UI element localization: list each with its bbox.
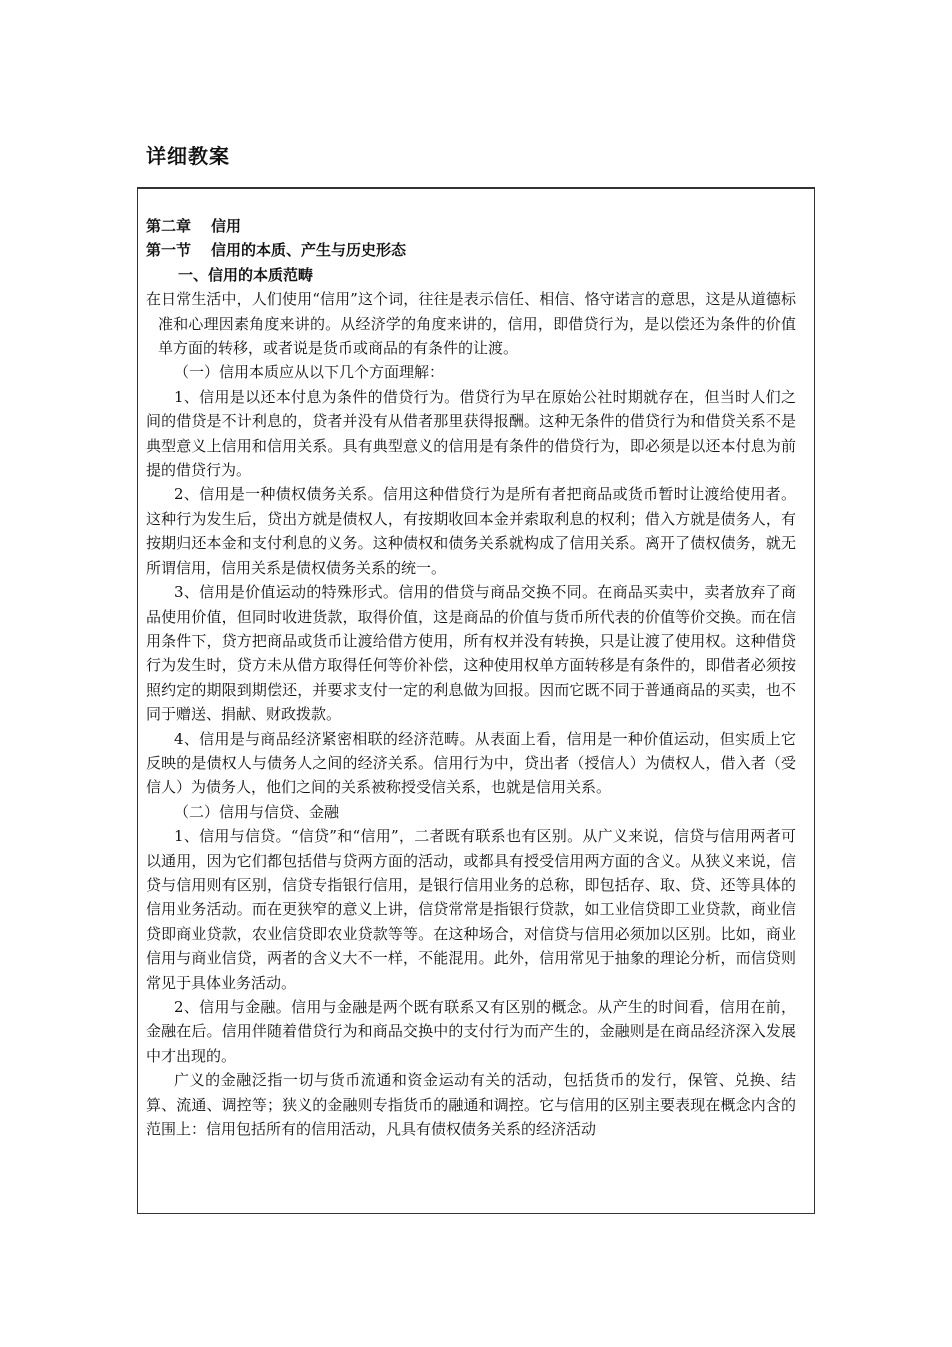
paragraph-subheading: （二）信用与信贷、金融 xyxy=(174,802,340,821)
lesson-plan-content xyxy=(146,214,796,1141)
paragraph-intro: 在日常生活中，人们使用“信用”这个词，往往是表示信任、相信、恪守诺言的意思，这是从道德标准和心理因素角度来讲的。从经济学的角度来讲的，信用，即借贷行为，是以偿还为条件的价值单方面的转移，或者说是货币或商品的有条件的让渡。 xyxy=(146,290,796,358)
paragraph: 1、信用与信贷。“信贷”和“信用”，二者既有联系也有区别。从广义来说，信贷与信用两者可以通用，因为它们都包括借与贷两方面的活动，或都具有授受信用两方面的含义。从狭义来说，信贷与信用则有区别，信贷专指银行信用，是银行信用业务的总称，即包括存、取、贷、还等具体的信用业务活动。而在更狭窄的意义上讲，信贷常常是指银行贷款，如工业信贷即工业贷款，商业信贷即商业贷款，农业信贷即农业贷款等等。在这种场合，对信贷与信用必须加以区别。比如，商业信用与商业信贷，两者的含义大不一样，不能混用。此外，信用常见于抽象的理论分析，而信贷则常见于具体业务活动。 xyxy=(146,827,796,992)
chapter-heading xyxy=(146,214,796,238)
subsection-heading: 一、信用的本质范畴 xyxy=(178,265,314,284)
paragraph: 2、信用是一种债权债务关系。信用这种借贷行为是所有者把商品或货币暂时让渡给使用者。这种行为发生后，贷出方就是债权人，有按期收回本金并索取利息的权利；借入方就是债务人，有按期归还本金和支付利息的义务。这种债权和债务关系就构成了信用关系。离开了债权债务，就无所谓信用，信用关系是债权债务关系的统一。 xyxy=(146,485,796,577)
chapter-number: 第二章 xyxy=(146,217,192,235)
paragraph-subheading: （一）信用本质应从以下几个方面理解： xyxy=(174,363,445,382)
section-name: 信用的本质、产生与历史形态 xyxy=(211,241,407,260)
paragraph: 1、信用是以还本付息为条件的借贷行为。借贷行为早在原始公社时期就存在，但当时人们之间的借贷是不计利息的，贷者并没有从借者那里获得报酬。这种无条件的借贷行为和借贷关系不是典型意义上信用和信用关系。具有典型意义的信用是有条件的借贷行为，即必须是以还本付息为前提的借贷行为。 xyxy=(146,387,796,480)
paragraph: 广义的金融泛指一切与货币流通和资金运动有关的活动，包括货币的发行，保管、兑换、结算、流通、调控等；狭义的金融则专指货币的融通和调控。它与信用的区别主要表现在概念内含的范围上：信用包括所有的信用活动，凡具有债权债务关系的经济活动 xyxy=(146,1071,796,1139)
section-heading xyxy=(146,238,796,262)
paragraph: 3、信用是价值运动的特殊形式。信用的借贷与商品交换不同。在商品买卖中，卖者放弃了商品使用价值，但同时收进货款，取得价值，这是商品的价值与货币所代表的价值等价交换。而在信用条件下，贷方把商品或货币让渡给借方使用，所有权并没有转换，只是让渡了使用权。这种借贷行为发生时，贷方未从借方取得任何等价补偿，这种使用权单方面转移是有条件的，即借者必须按照约定的期限到期偿还，并要求支付一定的利息做为回报。因而它既不同于普通商品的买卖，也不同于赠送、捐献、财政拨款。 xyxy=(146,583,796,724)
document-title: 详细教案 xyxy=(146,144,230,168)
paragraph: 4、信用是与商品经济紧密相联的经济范畴。从表面上看，信用是一种价值运动，但实质上它反映的是债权人与债务人之间的经济关系。信用行为中，贷出者（授信人）为债权人，借入者（受信人）为债务人，他们之间的关系被称授受信关系，也就是信用关系。 xyxy=(146,729,796,797)
paragraph: 2、信用与金融。信用与金融是两个既有联系又有区别的概念。从产生的时间看，信用在前，金融在后。信用伴随着借贷行为和商品交换中的支付行为而产生的，金融则是在商品经济深入发展中才出现的。 xyxy=(146,998,796,1065)
chapter-name: 信用 xyxy=(211,217,242,235)
section-number: 第一节 xyxy=(146,241,192,260)
